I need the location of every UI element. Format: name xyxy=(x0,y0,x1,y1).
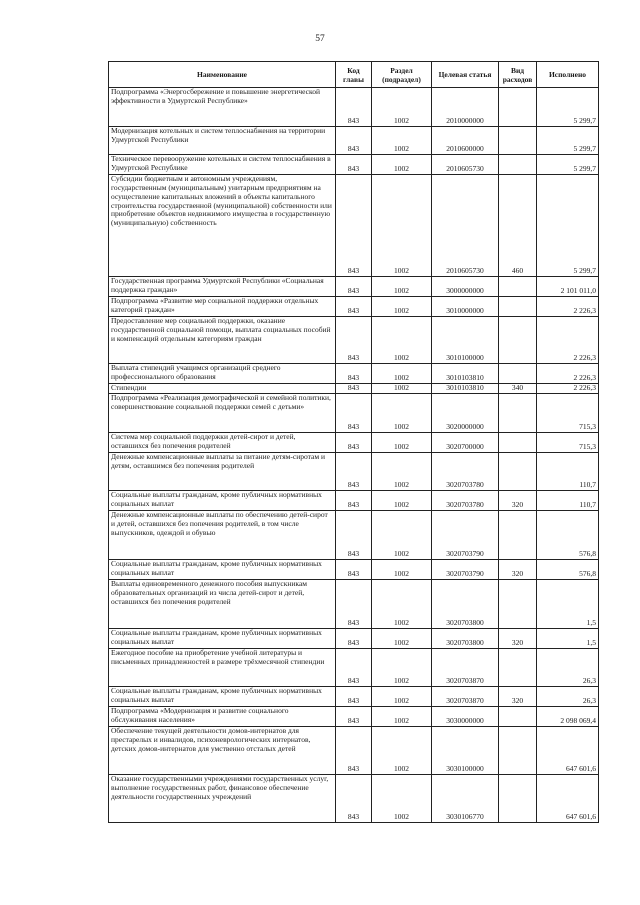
table-row xyxy=(109,775,599,823)
header-chapter-code: Код главы xyxy=(336,62,372,88)
cell-name: Денежные компенсационные выплаты по обеспечению детей-сирот и детей, оставшихся без попечения родителей, в том числе выпускников, одеждой и обувью xyxy=(109,511,336,560)
cell-section: 1002 xyxy=(372,394,432,433)
cell-chapter-code: 843 xyxy=(336,155,372,175)
cell-section: 1002 xyxy=(372,384,432,394)
cell-executed: 26,3 xyxy=(537,649,599,687)
cell-chapter-code: 843 xyxy=(336,727,372,775)
cell-expense-type xyxy=(499,394,537,433)
cell-executed: 110,7 xyxy=(537,491,599,511)
cell-target-article: 2010600000 xyxy=(432,127,499,155)
cell-section: 1002 xyxy=(372,775,432,823)
cell-section: 1002 xyxy=(372,364,432,384)
cell-chapter-code: 843 xyxy=(336,364,372,384)
cell-chapter-code: 843 xyxy=(336,384,372,394)
cell-executed: 110,7 xyxy=(537,453,599,491)
cell-name: Социальные выплаты гражданам, кроме публичных нормативных социальных выплат xyxy=(109,491,336,511)
cell-chapter-code: 843 xyxy=(336,687,372,707)
header-name: Наименование xyxy=(109,62,336,88)
table-row xyxy=(109,127,599,155)
cell-section: 1002 xyxy=(372,649,432,687)
cell-chapter-code: 843 xyxy=(336,317,372,364)
table-row xyxy=(109,511,599,560)
cell-name: Государственная программа Удмуртской Республики «Социальная поддержка граждан» xyxy=(109,277,336,297)
cell-chapter-code: 843 xyxy=(336,433,372,453)
header-executed: Исполнено xyxy=(537,62,599,88)
cell-section: 1002 xyxy=(372,175,432,277)
cell-executed: 2 226,3 xyxy=(537,317,599,364)
cell-target-article: 3010103810 xyxy=(432,364,499,384)
cell-expense-type xyxy=(499,364,537,384)
cell-chapter-code: 843 xyxy=(336,175,372,277)
cell-expense-type xyxy=(499,453,537,491)
cell-name: Подпрограмма «Развитие мер социальной поддержки отдельных категорий граждан» xyxy=(109,297,336,317)
cell-section: 1002 xyxy=(372,580,432,629)
cell-target-article: 3020703800 xyxy=(432,580,499,629)
cell-expense-type: 340 xyxy=(499,384,537,394)
cell-executed: 2 226,3 xyxy=(537,297,599,317)
cell-section: 1002 xyxy=(372,491,432,511)
cell-executed: 5 299,7 xyxy=(537,88,599,127)
cell-expense-type xyxy=(499,88,537,127)
cell-chapter-code: 843 xyxy=(336,707,372,727)
cell-chapter-code: 843 xyxy=(336,297,372,317)
cell-name: Оказание государственными учреждениями государственных услуг, выполнение государственных работ, финансовое обеспечение деятельности государственных учреждений xyxy=(109,775,336,823)
cell-executed: 5 299,7 xyxy=(537,155,599,175)
table-row xyxy=(109,560,599,580)
cell-executed: 576,8 xyxy=(537,511,599,560)
header-target-article: Целевая статья xyxy=(432,62,499,88)
cell-name: Система мер социальной поддержки детей-сирот и детей, оставшихся без попечения родителей xyxy=(109,433,336,453)
cell-section: 1002 xyxy=(372,707,432,727)
cell-expense-type xyxy=(499,727,537,775)
cell-name: Социальные выплаты гражданам, кроме публичных нормативных социальных выплат xyxy=(109,560,336,580)
cell-target-article: 3010100000 xyxy=(432,317,499,364)
cell-target-article: 3020703800 xyxy=(432,629,499,649)
cell-section: 1002 xyxy=(372,127,432,155)
cell-executed: 2 101 011,0 xyxy=(537,277,599,297)
table-row xyxy=(109,433,599,453)
cell-name: Подпрограмма «Энергосбережение и повышение энергетической эффективности в Удмуртской Республике» xyxy=(109,88,336,127)
table-row xyxy=(109,317,599,364)
cell-executed: 5 299,7 xyxy=(537,127,599,155)
cell-expense-type xyxy=(499,277,537,297)
cell-chapter-code: 843 xyxy=(336,277,372,297)
cell-expense-type xyxy=(499,127,537,155)
cell-chapter-code: 843 xyxy=(336,649,372,687)
cell-expense-type xyxy=(499,649,537,687)
cell-target-article: 3010103810 xyxy=(432,384,499,394)
page-number: 57 xyxy=(315,34,325,44)
cell-target-article: 3020703870 xyxy=(432,649,499,687)
cell-target-article: 2010605730 xyxy=(432,175,499,277)
cell-section: 1002 xyxy=(372,727,432,775)
cell-name: Техническое перевооружение котельных и систем теплоснабжения в Удмуртской Республике xyxy=(109,155,336,175)
cell-target-article: 3030000000 xyxy=(432,707,499,727)
table-row xyxy=(109,364,599,384)
cell-name: Подпрограмма «Реализация демографической и семейной политики, совершенствование социальной поддержки семей с детьми» xyxy=(109,394,336,433)
table-row xyxy=(109,384,599,394)
cell-expense-type: 320 xyxy=(499,629,537,649)
cell-executed: 647 601,6 xyxy=(537,775,599,823)
cell-section: 1002 xyxy=(372,560,432,580)
table-row xyxy=(109,297,599,317)
cell-executed: 2 226,3 xyxy=(537,364,599,384)
cell-name: Выплаты единовременного денежного пособия выпускникам образовательных организаций из числа детей-сирот и детей, оставшихся без попечения родителей xyxy=(109,580,336,629)
cell-executed: 1,5 xyxy=(537,629,599,649)
cell-name: Модернизация котельных и систем теплоснабжения на территории Удмуртской Республики xyxy=(109,127,336,155)
cell-chapter-code: 843 xyxy=(336,580,372,629)
cell-name: Социальные выплаты гражданам, кроме публичных нормативных социальных выплат xyxy=(109,687,336,707)
table-row xyxy=(109,707,599,727)
table-row xyxy=(109,88,599,127)
cell-expense-type: 320 xyxy=(499,491,537,511)
cell-expense-type xyxy=(499,317,537,364)
table-header-row xyxy=(109,62,599,88)
cell-target-article: 3020703780 xyxy=(432,453,499,491)
cell-expense-type xyxy=(499,511,537,560)
cell-name: Ежегодное пособие на приобретение учебной литературы и письменных принадлежностей в размере трёхмесячной стипендии xyxy=(109,649,336,687)
table-row xyxy=(109,491,599,511)
cell-section: 1002 xyxy=(372,433,432,453)
cell-executed: 5 299,7 xyxy=(537,175,599,277)
cell-chapter-code: 843 xyxy=(336,453,372,491)
cell-section: 1002 xyxy=(372,155,432,175)
cell-chapter-code: 843 xyxy=(336,560,372,580)
table-row xyxy=(109,175,599,277)
cell-target-article: 3030100000 xyxy=(432,727,499,775)
cell-executed: 647 601,6 xyxy=(537,727,599,775)
cell-expense-type xyxy=(499,707,537,727)
cell-target-article: 3010000000 xyxy=(432,297,499,317)
cell-name: Предоставление мер социальной поддержки, оказание государственной социальной помощи, выплата социальных пособий и компенсаций отдельным категориям граждан xyxy=(109,317,336,364)
cell-expense-type: 460 xyxy=(499,175,537,277)
table-row xyxy=(109,453,599,491)
cell-executed: 715,3 xyxy=(537,394,599,433)
cell-chapter-code: 843 xyxy=(336,127,372,155)
table-row xyxy=(109,649,599,687)
table-row xyxy=(109,277,599,297)
cell-target-article: 3020703780 xyxy=(432,491,499,511)
cell-section: 1002 xyxy=(372,317,432,364)
cell-target-article: 3030106770 xyxy=(432,775,499,823)
cell-name: Стипендии xyxy=(109,384,336,394)
cell-executed: 715,3 xyxy=(537,433,599,453)
cell-expense-type xyxy=(499,433,537,453)
cell-expense-type: 320 xyxy=(499,560,537,580)
cell-chapter-code: 843 xyxy=(336,491,372,511)
cell-section: 1002 xyxy=(372,687,432,707)
cell-target-article: 2010000000 xyxy=(432,88,499,127)
cell-name: Субсидии бюджетным и автономным учреждениям, государственным (муниципальным) унитарным предприятиям на осуществление капитальных вложений в объекты капитального строительства государственной (муниципальной) собственности или приобретение объектов недвижимого имущества в государственную (муниципальную) собственность xyxy=(109,175,336,277)
cell-section: 1002 xyxy=(372,511,432,560)
cell-target-article: 3020703790 xyxy=(432,511,499,560)
cell-section: 1002 xyxy=(372,88,432,127)
cell-target-article: 3000000000 xyxy=(432,277,499,297)
cell-expense-type xyxy=(499,155,537,175)
cell-name: Подпрограмма «Модернизация и развитие социального обслуживания населения» xyxy=(109,707,336,727)
cell-target-article: 3020703870 xyxy=(432,687,499,707)
table-row xyxy=(109,727,599,775)
cell-name: Денежные компенсационные выплаты за питание детям-сиротам и детям, оставшимся без попечения родителей xyxy=(109,453,336,491)
cell-executed: 576,8 xyxy=(537,560,599,580)
cell-section: 1002 xyxy=(372,297,432,317)
cell-expense-type xyxy=(499,297,537,317)
cell-executed: 2 226,3 xyxy=(537,384,599,394)
cell-chapter-code: 843 xyxy=(336,629,372,649)
cell-expense-type: 320 xyxy=(499,687,537,707)
table-row xyxy=(109,580,599,629)
cell-target-article: 2010605730 xyxy=(432,155,499,175)
cell-chapter-code: 843 xyxy=(336,775,372,823)
cell-section: 1002 xyxy=(372,629,432,649)
cell-name: Обеспечение текущей деятельности домов-интернатов для престарелых и инвалидов, психоневрологических интернатов, детских домов-интернатов для умственно отсталых детей xyxy=(109,727,336,775)
table-row xyxy=(109,155,599,175)
table-row xyxy=(109,687,599,707)
header-section: Раздел (подраздел) xyxy=(372,62,432,88)
cell-expense-type xyxy=(499,775,537,823)
cell-chapter-code: 843 xyxy=(336,511,372,560)
cell-target-article: 3020703790 xyxy=(432,560,499,580)
header-expense-type: Вид расходов xyxy=(499,62,537,88)
budget-execution-table xyxy=(108,61,599,823)
cell-name: Социальные выплаты гражданам, кроме публичных нормативных социальных выплат xyxy=(109,629,336,649)
cell-chapter-code: 843 xyxy=(336,394,372,433)
cell-name: Выплата стипендий учащимся организаций среднего профессионального образования xyxy=(109,364,336,384)
table-row xyxy=(109,394,599,433)
table-row xyxy=(109,629,599,649)
cell-target-article: 3020000000 xyxy=(432,394,499,433)
cell-executed: 26,3 xyxy=(537,687,599,707)
cell-executed: 2 098 069,4 xyxy=(537,707,599,727)
cell-chapter-code: 843 xyxy=(336,88,372,127)
cell-target-article: 3020700000 xyxy=(432,433,499,453)
cell-section: 1002 xyxy=(372,453,432,491)
cell-expense-type xyxy=(499,580,537,629)
cell-executed: 1,5 xyxy=(537,580,599,629)
cell-section: 1002 xyxy=(372,277,432,297)
